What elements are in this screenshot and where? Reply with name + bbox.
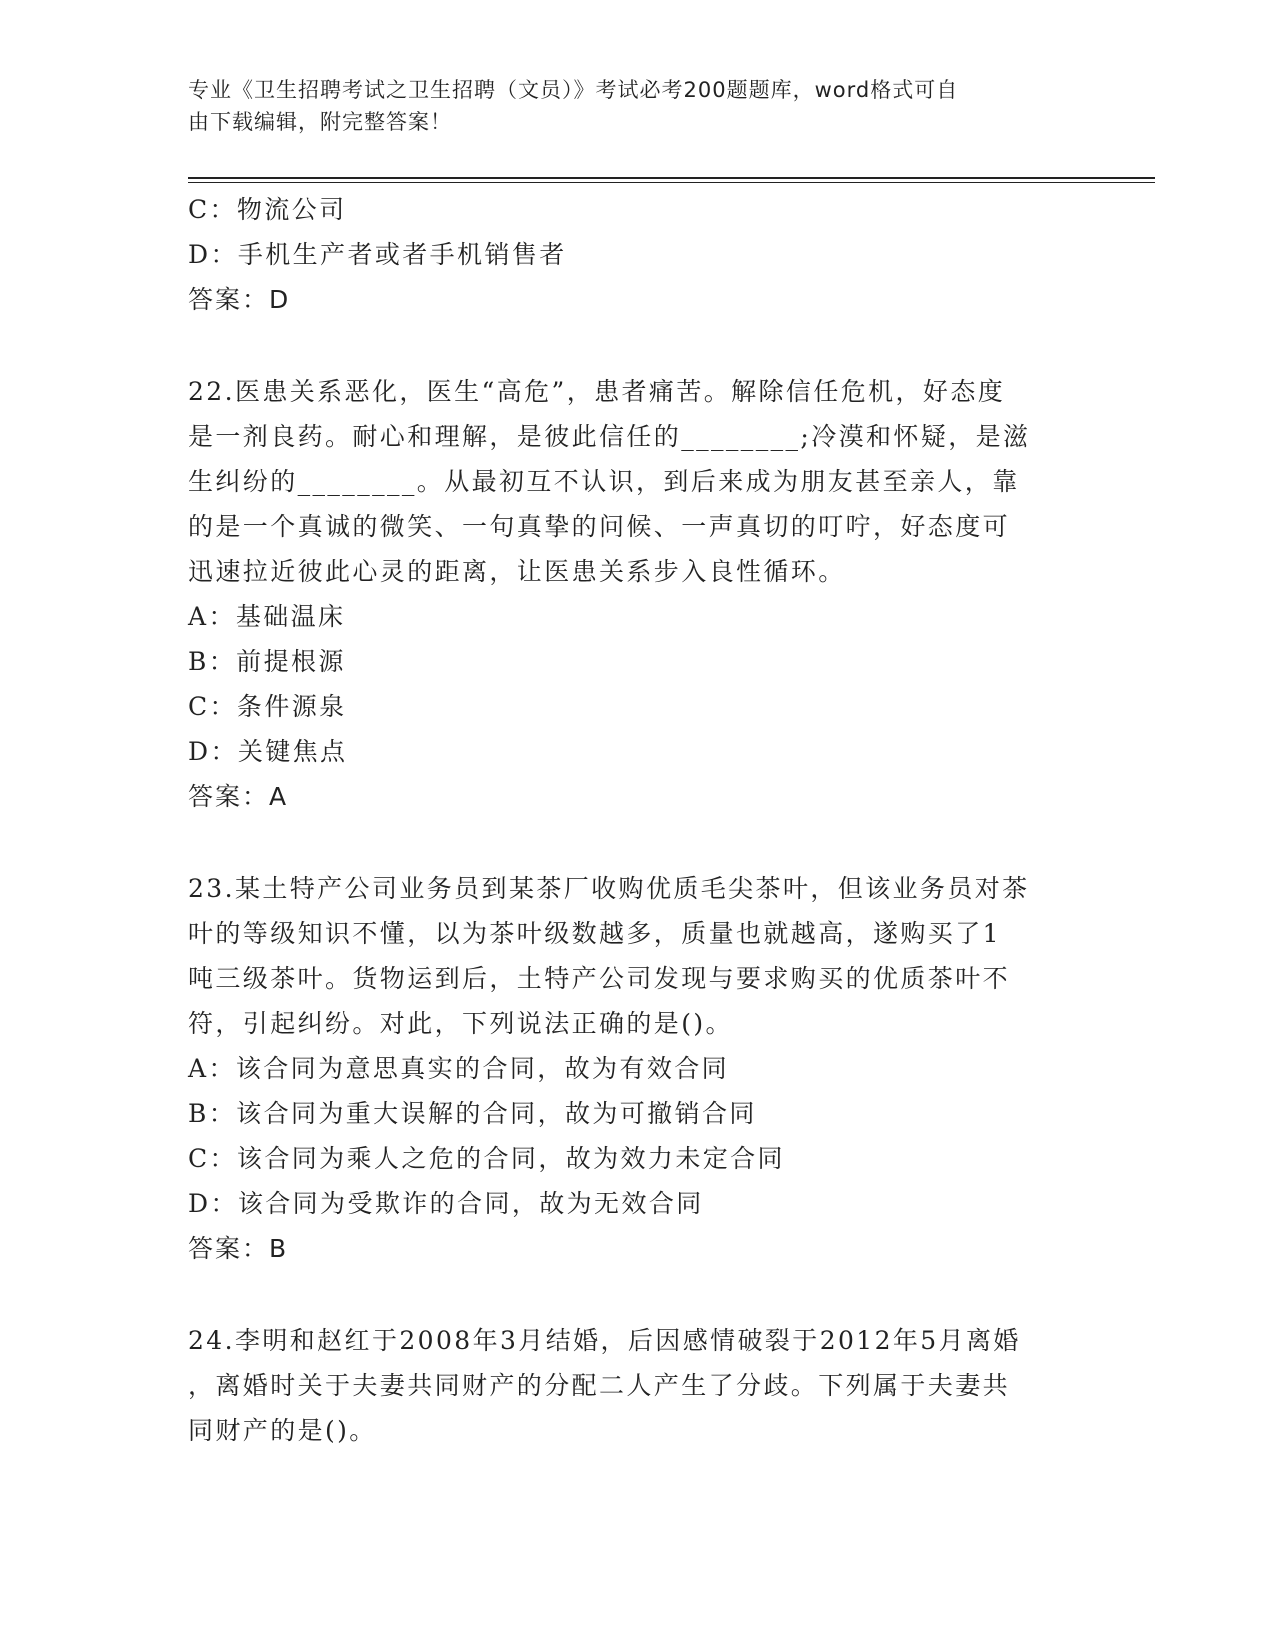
option-c: C：物流公司	[188, 195, 347, 224]
option-d: D：手机生产者或者手机销售者	[188, 240, 567, 269]
answer-line: 答案：D	[188, 285, 291, 314]
spacer	[188, 322, 1088, 369]
question-22	[188, 369, 1088, 819]
option-a: A：基础温床	[188, 602, 346, 631]
option-b: B：前提根源	[188, 647, 346, 676]
header-divider-thin	[188, 182, 1155, 183]
question-text-line: 的是一个真诚的微笑、一句真挚的问候、一声真切的叮咛，好态度可	[188, 512, 1011, 541]
question-text-line: 叶的等级知识不懂，以为茶叶级数越多，质量也就越高，遂购买了1	[188, 919, 1001, 948]
spacer	[188, 819, 1088, 866]
header-title-line-2: 由下载编辑，附完整答案！	[188, 110, 452, 134]
question-24	[188, 1318, 1088, 1453]
page-header	[188, 74, 1068, 138]
answer-line: 答案：A	[188, 782, 289, 811]
question-text-line: 生纠纷的________。从最初互不认识，到后来成为朋友甚至亲人，靠	[188, 467, 1020, 496]
question-text-line: 迅速拉近彼此心灵的距离，让医患关系步入良性循环。	[188, 557, 846, 586]
question-text-line: ，离婚时关于夫妻共同财产的分配二人产生了分歧。下列属于夫妻共	[188, 1371, 1011, 1400]
question-text-line: 22.医患关系恶化，医生“高危”，患者痛苦。解除信任危机，好态度	[188, 377, 1006, 406]
question-content	[188, 187, 1088, 1453]
option-c: C：条件源泉	[188, 692, 347, 721]
question-text-line: 符，引起纠纷。对此，下列说法正确的是()。	[188, 1009, 733, 1038]
question-text-line: 吨三级茶叶。货物运到后，土特产公司发现与要求购买的优质茶叶不	[188, 964, 1011, 993]
option-d: D：该合同为受欺诈的合同，故为无效合同	[188, 1189, 704, 1218]
question-text-line: 同财产的是()。	[188, 1416, 377, 1445]
question-text-line: 是一剂良药。耐心和理解，是彼此信任的________;冷漠和怀疑，是滋	[188, 422, 1031, 451]
option-c: C：该合同为乘人之危的合同，故为效力未定合同	[188, 1144, 785, 1173]
answer-line: 答案：B	[188, 1234, 289, 1263]
option-b: B：该合同为重大误解的合同，故为可撤销合同	[188, 1099, 757, 1128]
question-23	[188, 866, 1088, 1271]
spacer	[188, 1271, 1088, 1318]
question-21-continued	[188, 187, 1088, 322]
header-divider-thick	[188, 177, 1155, 179]
option-a: A：该合同为意思真实的合同，故为有效合同	[188, 1054, 730, 1083]
question-text-line: 23.某土特产公司业务员到某茶厂收购优质毛尖茶叶，但该业务员对茶	[188, 874, 1030, 903]
question-text-line: 24.李明和赵红于2008年3月结婚，后因感情破裂于2012年5月离婚	[188, 1326, 1021, 1355]
header-title-line-1: 专业《卫生招聘考试之卫生招聘（文员）》考试必考200题题库，word格式可自	[188, 78, 959, 102]
option-d: D：关键焦点	[188, 737, 348, 766]
